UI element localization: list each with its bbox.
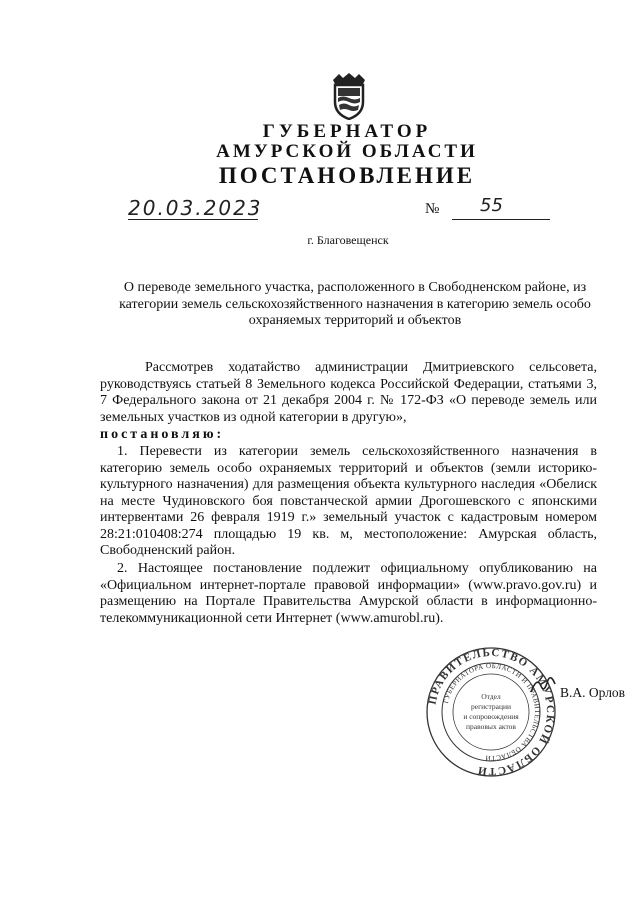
handwritten-signature-icon — [529, 672, 559, 698]
stamp-line-1: Отдел — [481, 692, 501, 701]
preamble-paragraph: Рассмотрев ходатайство администрации Дмитриевского сельсовета, руководствуясь статьей 8 Земельного кодекса Российской Федерации, статьями 3, 7 Федерального закона от 21 декабря 2004 г. № 172-ФЗ «О переводе земель или земельных участков из одной категории в другую», — [100, 360, 597, 425]
region-heading: АМУРСКОЙ ОБЛАСТИ — [216, 141, 478, 162]
resolve-word: постановляю: — [100, 427, 225, 442]
stamp-outer-text: ПРАВИТЕЛЬСТВО АМУРСКОЙ ОБЛАСТИ — [426, 646, 557, 778]
item-2-paragraph: 2. Настоящее постановление подлежит официальному опубликованию на «Официальном интернет-портале правовой информации» (www.pravo.gov.ru) и размещению на Портале Правительства Амурской области в информационно-телекоммуникационной сети Интернет (www.amurobl.ru). — [100, 561, 597, 626]
city-line: г. Благовещенск — [307, 233, 389, 247]
item-1-paragraph: 1. Перевести из категории земель сельскохозяйственного назначения в категорию земель особо охраняемых территорий и объектов (земли историко-культурного назначения) для размещения объекта культурного наследия «Обелиск на месте Чудиновского боя повстанческой армии Дрогошевского с японскими интервентами 26 февраля 1919 г.» земельный участок с кадастровым номером 28:21:010408:274 площадью 19 кв. м, местоположение: Амурская область, Свободненский район. — [100, 444, 597, 558]
signer-name: В.А. Орлов — [560, 685, 626, 700]
stamp-ring-text: ГУБЕРНАТОРА ОБЛАСТИ И ПРАВИТЕЛЬСТВА ОБЛАСТИ — [441, 661, 542, 763]
date-underline — [128, 219, 258, 220]
number-underline — [452, 219, 550, 220]
number-label: № — [425, 201, 440, 217]
doc-type-heading: ПОСТАНОВЛЕНИЕ — [218, 163, 476, 188]
decree-date: 20.03.2023 — [128, 196, 263, 220]
coat-of-arms-icon — [329, 72, 369, 120]
stamp-line-2: регистрации — [471, 702, 511, 711]
stamp-line-4: правовых актов — [466, 722, 516, 731]
governor-heading: ГУБЕРНАТОР — [262, 121, 432, 142]
stamp-line-3: и сопровождения — [463, 712, 519, 721]
official-stamp-icon — [425, 646, 557, 778]
decree-subject: О переводе земельного участка, расположенного в Свободненском районе, из категории земель сельскохозяйственного назначения в категорию земель особо охраняемых территорий и объектов — [119, 280, 591, 328]
decree-number: 55 — [480, 195, 503, 216]
